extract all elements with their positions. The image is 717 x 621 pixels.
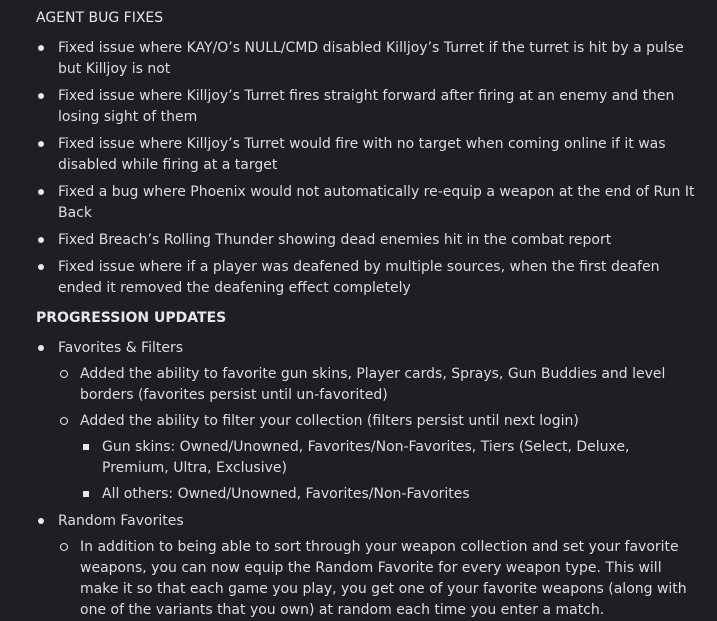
list-item: Fixed issue where Killjoy’s Turret would fire with no target when coming online if it was disabled while firing at a target <box>36 134 695 176</box>
list-item: Added the ability to favorite gun skins, Player cards, Sprays, Gun Buddies and level borders (favorites persist until un-favorited) <box>58 364 695 406</box>
list-item-favorites-filters: Favorites & Filters Added the ability to favorite gun skins, Player cards, Sprays, Gun Buddies and level borders (favorites persist until un-favorited) Added the ability to filter your collection (filters persist until next login) Gun skins: Owned/Unowned, Favorites/Non-Favorites, Tiers (Select, Deluxe, Premium, Ultra, Exclusive) All others: Owned/Unowned, Favorites/Non-Favorites <box>36 338 695 505</box>
bullet-icon <box>38 141 44 147</box>
hollow-bullet-icon <box>60 543 68 551</box>
bullet-icon <box>38 189 44 195</box>
list-item: Fixed Breach’s Rolling Thunder showing dead enemies hit in the combat report <box>36 230 695 251</box>
square-bullet-icon <box>83 444 89 450</box>
list-item: Fixed issue where KAY/O’s NULL/CMD disabled Killjoy’s Turret if the turret is hit by a pulse but Killjoy is not <box>36 38 695 80</box>
bullet-icon <box>38 93 44 99</box>
bullet-icon <box>38 264 44 270</box>
list-item: All others: Owned/Unowned, Favorites/Non-Favorites <box>80 484 695 505</box>
agent-bug-fixes-list <box>36 38 695 299</box>
square-bullet-icon <box>83 491 89 497</box>
favorites-sublist <box>58 364 695 505</box>
list-item: Gun skins: Owned/Unowned, Favorites/Non-Favorites, Tiers (Select, Deluxe, Premium, Ultra, Exclusive) <box>80 437 695 479</box>
list-item: Fixed issue where if a player was deafened by multiple sources, when the first deafen ended it removed the deafening effect completely <box>36 257 695 299</box>
progression-updates-heading: PROGRESSION UPDATES <box>36 310 227 326</box>
bullet-icon <box>38 237 44 243</box>
bullet-icon <box>38 45 44 51</box>
hollow-bullet-icon <box>60 370 68 378</box>
progression-list <box>36 338 695 621</box>
bullet-icon <box>38 345 44 351</box>
agent-bug-fixes-heading: AGENT BUG FIXES <box>36 10 164 26</box>
bullet-icon <box>38 518 44 524</box>
list-item-random-favorites: Random Favorites In addition to being able to sort through your weapon collection and set your favorite weapons, you can now equip the Random Favorite for every weapon type. This will make it so that each game you play, you get one of your favorite weapons (along with one of the variants that you own) at random each time you enter a match. <box>36 511 695 621</box>
list-item: Fixed a bug where Phoenix would not automatically re-equip a weapon at the end of Run It Back <box>36 182 695 224</box>
list-item: In addition to being able to sort through your weapon collection and set your favorite weapons, you can now equip the Random Favorite for every weapon type. This will make it so that each game you play, you get one of your favorite weapons (along with one of the variants that you own) at random each time you enter a match. <box>58 537 695 621</box>
list-item: Added the ability to filter your collection (filters persist until next login) Gun skins: Owned/Unowned, Favorites/Non-Favorites, Tiers (Select, Deluxe, Premium, Ultra, Exclusive) All others: Owned/Unowned, Favorites/Non-Favorites <box>58 411 695 505</box>
random-favorites-sublist <box>58 537 695 621</box>
list-item: Fixed issue where Killjoy’s Turret fires straight forward after firing at an enemy and then losing sight of them <box>36 86 695 128</box>
filters-sublist <box>80 437 695 505</box>
hollow-bullet-icon <box>60 417 68 425</box>
